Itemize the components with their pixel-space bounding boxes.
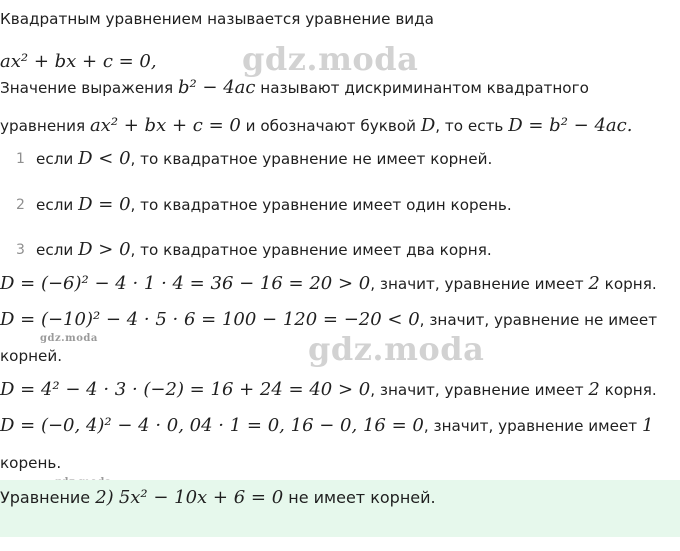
solution-3: D = 4² − 4 · 3 · (−2) = 16 + 24 = 40 > 0, значит, уравнение имеет 2 корня. bbox=[0, 379, 657, 400]
solution-2-continuation: корней. bbox=[0, 347, 63, 365]
discriminant-notation: уравнения ax² + bx + c = 0 и обозначают буквой D, то есть D = b² − 4ac. bbox=[0, 115, 633, 136]
general-formula: ax² + bx + c = 0, bbox=[0, 51, 157, 72]
watermark-top: gdz.moda bbox=[242, 40, 419, 78]
intro-text: Квадратным уравнением называется уравнение вида bbox=[0, 10, 434, 28]
solution-4-continuation: корень. bbox=[0, 454, 62, 472]
solution-4: D = (−0, 4)² − 4 · 0, 04 · 1 = 0, 16 − 0, 16 = 0, значит, уравнение имеет 1 bbox=[0, 415, 654, 436]
case-text: если D = 0, то квадратное уравнение имеет один корень. bbox=[36, 194, 512, 215]
solution-2: D = (−10)² − 4 · 5 · 6 = 100 − 120 = −20 < 0, значит, уравнение не имеет bbox=[0, 309, 658, 330]
case-number: 3 bbox=[16, 242, 25, 258]
discriminant-definition: Значение выражения b² − 4ac называют дискриминантом квадратного bbox=[0, 77, 589, 98]
solution-1: D = (−6)² − 4 · 1 · 4 = 36 − 16 = 20 > 0, значит, уравнение имеет 2 корня. bbox=[0, 273, 657, 294]
case-number: 2 bbox=[16, 197, 25, 213]
answer-text: Уравнение 2) 5x² − 10x + 6 = 0 не имеет корней. bbox=[0, 487, 436, 508]
case-text: если D > 0, то квадратное уравнение имеет два корня. bbox=[36, 239, 492, 260]
watermark-small-1: gdz.moda bbox=[40, 333, 98, 344]
case-text: если D < 0, то квадратное уравнение не имеет корней. bbox=[36, 148, 493, 169]
watermark-middle: gdz.moda bbox=[308, 330, 485, 368]
case-number: 1 bbox=[16, 151, 25, 167]
